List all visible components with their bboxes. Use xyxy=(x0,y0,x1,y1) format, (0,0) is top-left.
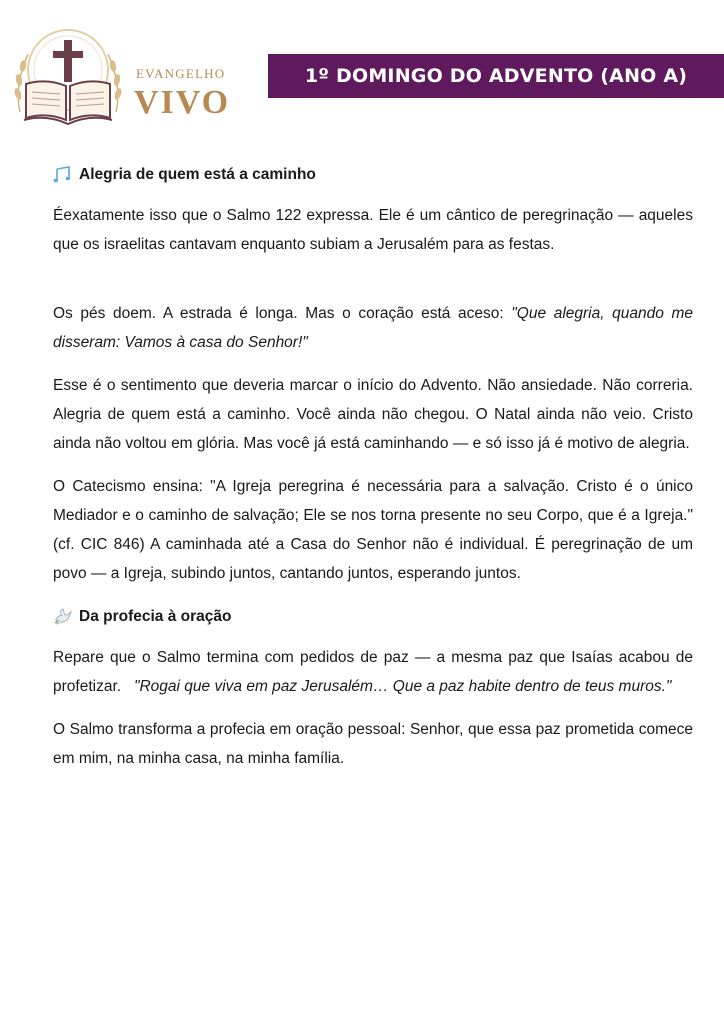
section-heading-alegria xyxy=(53,160,693,189)
bible-cross-logo xyxy=(6,24,130,128)
paragraph-text: Repare que o Salmo termina com pedidos de paz — a mesma paz que Isaías acabou de profetizar. xyxy=(53,649,698,695)
psalm-quote: "Que alegria, quando me disseram: Vamos à casa do Senhor!" xyxy=(53,305,693,351)
paragraph-text: Os pés doem. A estrada é longa. Mas o coração está aceso: xyxy=(53,305,512,322)
document-body xyxy=(53,160,698,787)
paragraph: Éexatamente isso que o Salmo 122 expressa. Ele é um cântico de peregrinação — aqueles que os israelitas cantavam enquanto subiam a Jerusalém para as festas. xyxy=(53,207,693,253)
brand-subtitle: EVANGELHO xyxy=(136,66,226,81)
paragraph-with-quote xyxy=(53,299,693,357)
section-heading-text: Alegria de quem está a caminho xyxy=(79,166,316,183)
section-heading-text: Da profecia à oração xyxy=(79,608,232,625)
page-header xyxy=(0,0,724,140)
paragraph: O Catecismo ensina: "A Igreja peregrina é necessária para a salvação. Cristo é o único Mediador e o caminho de salvação; Ele se nos torna presente no seu Corpo, que é a Igreja." (cf. CIC 846) A caminhada até a Casa do Senhor não é individual. É peregrinação de um povo — a Igreja, subindo juntos, cantando juntos, esperando juntos. xyxy=(53,478,693,582)
page-title: 1º DOMINGO DO ADVENTO (ANO A) xyxy=(268,54,724,98)
psalm-quote: "Rogai que viva em paz Jerusalém… Que a paz habite dentro de teus muros." xyxy=(133,678,672,695)
music-notes-icon xyxy=(53,165,73,185)
dove-icon xyxy=(53,607,73,627)
paragraph: O Salmo transforma a profecia em oração pessoal: Senhor, que essa paz prometida comece em mim, na minha casa, na minha família. xyxy=(53,721,693,767)
paragraph: Esse é o sentimento que deveria marcar o início do Advento. Não ansiedade. Não correria. Alegria de quem está a caminho. Você ainda não chegou. O Natal ainda não veio. Cristo ainda não voltou em glória. Mas você já está caminhando — e só isso já é motivo de alegria. xyxy=(53,377,693,452)
paragraph-with-quote xyxy=(53,643,698,701)
brand-title: VIVO xyxy=(134,84,231,121)
section-heading-profecia xyxy=(53,602,693,631)
